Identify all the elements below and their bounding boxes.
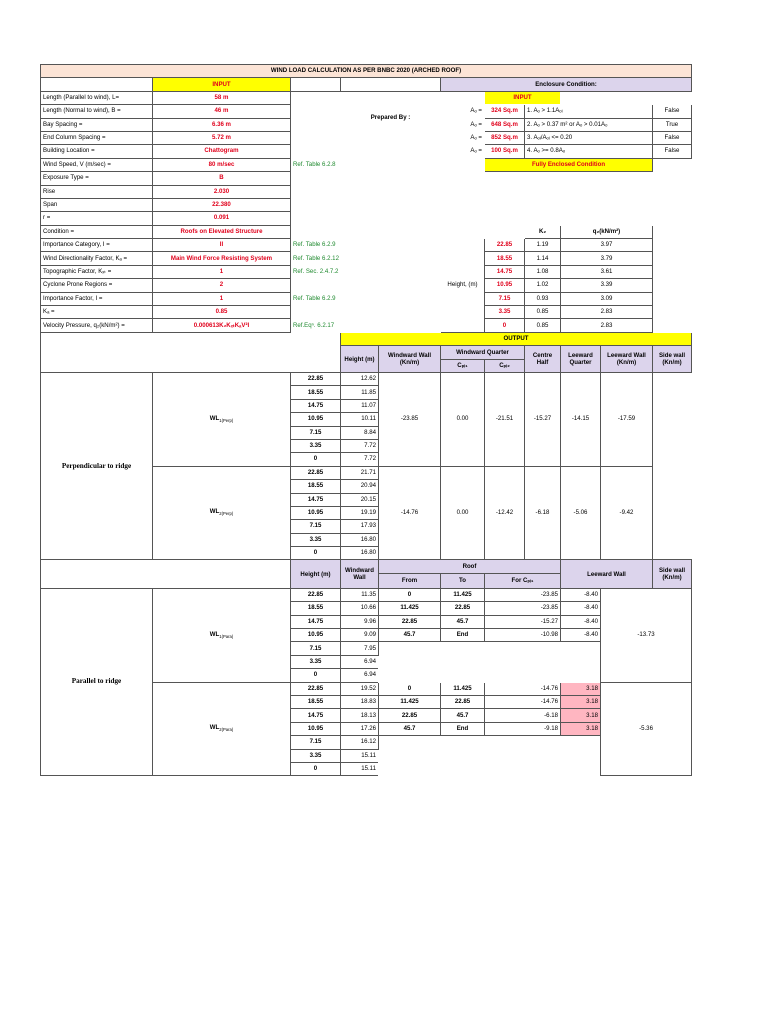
- param-ref: [291, 225, 341, 238]
- param-ref: Ref.Eqⁿ. 6.2.17: [293, 321, 335, 329]
- windward-value: 10.11: [341, 413, 379, 426]
- blank: [341, 172, 692, 185]
- load-case-name: WL: [209, 508, 220, 516]
- kz-height: 3.35: [485, 306, 525, 319]
- param-label: Building Location =: [41, 145, 153, 158]
- blank: [653, 319, 692, 332]
- cpi2-value: 0.00: [441, 372, 485, 466]
- param-value: 1: [153, 265, 291, 278]
- windward-value: 12.62: [341, 372, 379, 385]
- windward-value: 21.71: [341, 466, 379, 479]
- param-ref: [291, 185, 341, 198]
- enclosure-input: INPUT: [485, 91, 561, 104]
- height-value: 22.85: [291, 466, 341, 479]
- kz-value: 0.85: [525, 306, 561, 319]
- load-case-sub: 1(Perp): [219, 417, 234, 423]
- kz-height: 14.75: [485, 265, 525, 278]
- windward-value: 18.83: [341, 695, 379, 708]
- roof-to: 11.425: [441, 588, 485, 601]
- param-value: 0.000613K₂KₓₜKₐV²I: [153, 319, 291, 332]
- param-ref: [291, 145, 341, 158]
- area-value: 648 Sq.m: [485, 118, 525, 131]
- roof-to: End: [441, 629, 485, 642]
- param-ref: Ref. Table 6.2.12: [293, 254, 339, 262]
- windward-value: 7.95: [341, 642, 379, 655]
- height-value: 14.75: [291, 615, 341, 628]
- param-value: Roofs on Elevated Structure: [153, 225, 291, 238]
- blank: [341, 78, 441, 91]
- area-value: 324 Sq.m: [485, 105, 525, 118]
- hdr-windward: Windward Wall: [341, 560, 379, 588]
- roof-cpi2: 3.18: [561, 709, 601, 722]
- blank: [341, 239, 441, 333]
- kz-value: 1.19: [525, 239, 561, 252]
- hdr-roof: Roof: [379, 560, 561, 573]
- centre-value: -21.51: [485, 372, 525, 466]
- input-header: INPUT: [153, 78, 291, 91]
- param-value: 58 m: [153, 91, 291, 104]
- kz-height: 10.95: [485, 279, 525, 292]
- windward-value: 18.13: [341, 709, 379, 722]
- sheet-title: WIND LOAD CALCULATION AS PER BNBC 2020 (ARCHED ROOF): [41, 65, 692, 78]
- height-value: 10.95: [291, 629, 341, 642]
- windward-value: 17.26: [341, 722, 379, 735]
- roof-to: 11.425: [441, 682, 485, 695]
- qz-value: 2.83: [561, 306, 653, 319]
- area-label: Aₒ =: [470, 107, 482, 115]
- leeward-wall-value: -5.06: [561, 466, 601, 560]
- param-ref: [291, 212, 341, 225]
- param-value: 1: [153, 292, 291, 305]
- height-value: 0: [291, 547, 341, 560]
- kz-value: 0.93: [525, 292, 561, 305]
- section-parallel: Parallel to ridge: [41, 588, 153, 775]
- height-value: 7.15: [291, 520, 341, 533]
- windward-value: 11.07: [341, 399, 379, 412]
- load-case-name: WL: [209, 414, 220, 422]
- height-value: 3.35: [291, 749, 341, 762]
- blank: [653, 292, 692, 305]
- param-label: r =: [41, 212, 153, 225]
- windward-value: 8.84: [341, 426, 379, 439]
- load-case-sub: 2(Perp): [219, 511, 234, 517]
- leeward-wall-value: -5.36: [601, 682, 692, 776]
- roof-cpi2: -8.40: [561, 629, 601, 642]
- worksheet: [40, 64, 691, 773]
- hdr-side-wall: Side wall (Kn/m): [653, 346, 692, 373]
- param-value: 46 m: [153, 105, 291, 118]
- load-case-sub: 2(Para): [219, 727, 234, 733]
- leeward-wall-value: -13.73: [601, 588, 692, 682]
- blank: [341, 198, 692, 211]
- par-spacer: [41, 560, 291, 588]
- windward-value: 15.11: [341, 749, 379, 762]
- windward-value: 10.66: [341, 602, 379, 615]
- area-condition: 4. Aₒ >= 0.8Aₒ: [525, 145, 653, 158]
- roof-cpi2: -8.40: [561, 588, 601, 601]
- input-spacer: [41, 78, 153, 91]
- side-wall-value: -17.59: [601, 372, 653, 466]
- windward-value: 6.94: [341, 669, 379, 682]
- qz-value: 3.39: [561, 279, 653, 292]
- param-value: 2.030: [153, 185, 291, 198]
- param-label: Wind Directionality Factor, Kₐ =: [41, 252, 153, 265]
- blank: [653, 265, 692, 278]
- area-condition: 1. Aₒ > 1.1Aₒᵢ: [525, 105, 653, 118]
- roof-cpi2: 3.18: [561, 722, 601, 735]
- param-ref: [291, 131, 341, 144]
- roof-to: 45.7: [441, 615, 485, 628]
- load-case-label: [153, 682, 291, 776]
- roof-cpi2: -8.40: [561, 615, 601, 628]
- param-ref: [291, 91, 341, 104]
- param-label: Span: [41, 198, 153, 211]
- kz-height: 18.55: [485, 252, 525, 265]
- param-label: Length (Normal to wind), B =: [41, 105, 153, 118]
- load-case-name: WL: [209, 630, 220, 638]
- blank: [379, 736, 601, 776]
- blank: [341, 185, 692, 198]
- blank: [653, 279, 692, 292]
- kz-value: 1.02: [525, 279, 561, 292]
- blank: [441, 91, 485, 104]
- windward-value: 16.80: [341, 533, 379, 546]
- load-case-label: [153, 466, 291, 560]
- height-value: 7.15: [291, 642, 341, 655]
- ref-spacer: [291, 78, 341, 91]
- load-case-label: [153, 372, 291, 466]
- param-ref: Ref. Table 6.2.9: [293, 294, 336, 302]
- hdr-windward-quarter: Windward Quarter: [441, 346, 525, 359]
- height-value: 18.55: [291, 695, 341, 708]
- blank: [379, 642, 601, 682]
- param-label: Cyclone Prone Regions =: [41, 279, 153, 292]
- area-label: Aₒ =: [470, 134, 482, 142]
- param-value: Chattogram: [153, 145, 291, 158]
- param-label: Importance Category, I =: [41, 239, 153, 252]
- param-ref: [291, 172, 341, 185]
- roof-from: 22.85: [379, 709, 441, 722]
- qz-value: 3.09: [561, 292, 653, 305]
- prepared-by: Prepared By :: [370, 114, 411, 122]
- blank: [653, 252, 692, 265]
- param-value: 80 m/sec: [153, 158, 291, 171]
- param-label: Kₐ =: [41, 306, 153, 319]
- height-value: 18.55: [291, 602, 341, 615]
- param-ref: [291, 306, 341, 319]
- kz-value: 1.08: [525, 265, 561, 278]
- qz-value: 3.61: [561, 265, 653, 278]
- param-value: Main Wind Force Resisting System: [153, 252, 291, 265]
- section-perpendicular: Perpendicular to ridge: [41, 372, 153, 559]
- cpi2-value: 0.00: [441, 466, 485, 560]
- windward-value: 9.96: [341, 615, 379, 628]
- roof-from: 45.7: [379, 722, 441, 735]
- windward-value: 19.52: [341, 682, 379, 695]
- blank: [341, 212, 692, 225]
- height-value: 22.85: [291, 372, 341, 385]
- param-label: Rise: [41, 185, 153, 198]
- kz-height: 7.15: [485, 292, 525, 305]
- windward-value: 6.94: [341, 655, 379, 668]
- param-label: Exposure Type =: [41, 172, 153, 185]
- height-value: 14.75: [291, 399, 341, 412]
- calc-table: [40, 64, 692, 776]
- height-value: 10.95: [291, 413, 341, 426]
- blank: [341, 225, 525, 238]
- roof-to: End: [441, 722, 485, 735]
- param-label: Topographic Factor, Kₓₜ =: [41, 265, 153, 278]
- centre-value: -12.42: [485, 466, 525, 560]
- windward-value: 11.85: [341, 386, 379, 399]
- area-result: False: [653, 145, 692, 158]
- height-value: 10.95: [291, 722, 341, 735]
- windward-value: 11.35: [341, 588, 379, 601]
- param-value: 2: [153, 279, 291, 292]
- param-value: B: [153, 172, 291, 185]
- roof-from: 22.85: [379, 615, 441, 628]
- param-value: 5.72 m: [153, 131, 291, 144]
- hdr-leeward-quarter: Leeward Quarter: [561, 346, 601, 373]
- hdr-leeward-wall: Leeward Wall: [561, 560, 653, 588]
- windward-value: 9.09: [341, 629, 379, 642]
- kz-value: 0.85: [525, 319, 561, 332]
- hdr-height: Height (m): [341, 346, 379, 373]
- area-condition: 2. Aₒ > 0.37 m² or Aₒ > 0.01Aₒ: [525, 118, 653, 131]
- hdr-to: To: [441, 573, 485, 588]
- windward-value: 19.19: [341, 506, 379, 519]
- roof-cpi2: 3.18: [561, 682, 601, 695]
- roof-to: 45.7: [441, 709, 485, 722]
- cpi1-value: -23.85: [379, 372, 441, 466]
- height-value: 0: [291, 453, 341, 466]
- kz-height: 0: [485, 319, 525, 332]
- roof-from: 0: [379, 682, 441, 695]
- hdr-cpi2: Cₚᵢ₂: [485, 359, 525, 372]
- roof-cpi1: -10.98: [485, 629, 561, 642]
- windward-value: 7.72: [341, 453, 379, 466]
- blank: [653, 239, 692, 252]
- height-value: 14.75: [291, 709, 341, 722]
- output-spacer: [41, 332, 341, 372]
- hdr-for-cpi1: For Cₚᵢ₁: [485, 573, 561, 588]
- enclosure-status: Fully Enclosed Condition: [485, 158, 653, 171]
- hdr-leeward-wall: Leeward Wall (Kn/m): [601, 346, 653, 373]
- param-label: End Column Spacing =: [41, 131, 153, 144]
- kz-value: 1.14: [525, 252, 561, 265]
- height-value: 22.85: [291, 588, 341, 601]
- height-value: 0: [291, 762, 341, 775]
- leeward-quarter-value: -6.18: [525, 466, 561, 560]
- windward-value: 16.80: [341, 547, 379, 560]
- area-label: Aₒ =: [470, 120, 482, 128]
- windward-value: 17.93: [341, 520, 379, 533]
- height-value: 22.85: [291, 682, 341, 695]
- windward-value: 7.72: [341, 439, 379, 452]
- cpi1-value: -14.76: [379, 466, 441, 560]
- height-value: 0: [291, 669, 341, 682]
- height-value: 7.15: [291, 426, 341, 439]
- qz-value: 3.79: [561, 252, 653, 265]
- blank: [653, 158, 692, 171]
- param-value: 0.091: [153, 212, 291, 225]
- area-condition: 3. Aₒᵢ/Aₒᵢ <= 0.20: [525, 131, 653, 144]
- windward-value: 20.15: [341, 493, 379, 506]
- blank: [653, 225, 692, 238]
- area-label: Aₒ =: [470, 147, 482, 155]
- height-value: 10.95: [291, 506, 341, 519]
- roof-from: 45.7: [379, 629, 441, 642]
- param-ref: Ref. Table 6.2.9: [293, 241, 336, 249]
- kz-header: K₂: [525, 225, 561, 238]
- area-value: 852 Sq.m: [485, 131, 525, 144]
- roof-cpi2: -8.40: [561, 602, 601, 615]
- roof-cpi1: -9.18: [485, 722, 561, 735]
- param-label: Wind Speed, V (m/sec) =: [41, 158, 153, 171]
- roof-from: 11.425: [379, 695, 441, 708]
- param-value: II: [153, 239, 291, 252]
- param-ref: [291, 198, 341, 211]
- hdr-side-wall: Side wall (Kn/m): [653, 560, 692, 588]
- roof-cpi1: -23.85: [485, 602, 561, 615]
- hdr-windward: Windward Wall (Kn/m): [379, 346, 441, 373]
- roof-to: 22.85: [441, 602, 485, 615]
- load-case-label: [153, 588, 291, 682]
- param-ref: Ref. Sec. 2.4.7.2: [293, 268, 339, 275]
- blank: [341, 145, 441, 158]
- side-wall-value: -9.42: [601, 466, 653, 560]
- load-case-name: WL: [209, 724, 220, 732]
- param-ref: Ref. Table 6.2.8: [293, 160, 336, 168]
- windward-value: 15.11: [341, 762, 379, 775]
- param-value: 0.85: [153, 306, 291, 319]
- roof-to: 22.85: [441, 695, 485, 708]
- leeward-wall-value: -14.15: [561, 372, 601, 466]
- area-result: False: [653, 131, 692, 144]
- roof-cpi1: -6.18: [485, 709, 561, 722]
- area-result: True: [653, 118, 692, 131]
- qz-value: 3.97: [561, 239, 653, 252]
- height-label: Height, (m): [441, 239, 485, 333]
- roof-cpi1: -14.76: [485, 682, 561, 695]
- param-ref: [291, 118, 341, 131]
- height-value: 18.55: [291, 386, 341, 399]
- roof-cpi1: -15.27: [485, 615, 561, 628]
- enclosure-header: Enclosure Condition:: [441, 78, 692, 91]
- hdr-centre-half: Centre Half: [525, 346, 561, 373]
- roof-cpi1: -23.85: [485, 588, 561, 601]
- area-value: 100 Sq.m: [485, 145, 525, 158]
- param-label: Velocity Pressure, q₂(kN/m²) =: [41, 319, 153, 332]
- blank: [341, 158, 485, 171]
- param-label: Importance Factor, I =: [41, 292, 153, 305]
- kz-height: 22.85: [485, 239, 525, 252]
- hdr-cpi1: Cₚᵢ₁: [441, 359, 485, 372]
- qz-header: q₂(kN/m²): [561, 225, 653, 238]
- param-value: 6.36 m: [153, 118, 291, 131]
- height-value: 14.75: [291, 493, 341, 506]
- roof-from: 11.425: [379, 602, 441, 615]
- hdr-height: Height (m): [291, 560, 341, 588]
- area-result: False: [653, 105, 692, 118]
- leeward-quarter-value: -15.27: [525, 372, 561, 466]
- height-value: 3.35: [291, 655, 341, 668]
- roof-from: 0: [379, 588, 441, 601]
- blank: [653, 306, 692, 319]
- param-label: Bay Spacing =: [41, 118, 153, 131]
- height-value: 18.55: [291, 480, 341, 493]
- load-case-sub: 1(Para): [219, 633, 234, 639]
- param-label: Length (Parallel to wind), L=: [41, 91, 153, 104]
- hdr-from: From: [379, 573, 441, 588]
- param-ref: [291, 105, 341, 118]
- windward-value: 20.94: [341, 480, 379, 493]
- windward-value: 16.12: [341, 736, 379, 749]
- qz-value: 2.83: [561, 319, 653, 332]
- param-label: Condition =: [41, 225, 153, 238]
- output-header: OUTPUT: [341, 332, 692, 345]
- height-value: 3.35: [291, 439, 341, 452]
- height-value: 7.15: [291, 736, 341, 749]
- roof-cpi2: 3.18: [561, 695, 601, 708]
- height-value: 3.35: [291, 533, 341, 546]
- roof-cpi1: -14.76: [485, 695, 561, 708]
- blank: [561, 91, 692, 104]
- param-value: 22.380: [153, 198, 291, 211]
- param-ref: [291, 279, 341, 292]
